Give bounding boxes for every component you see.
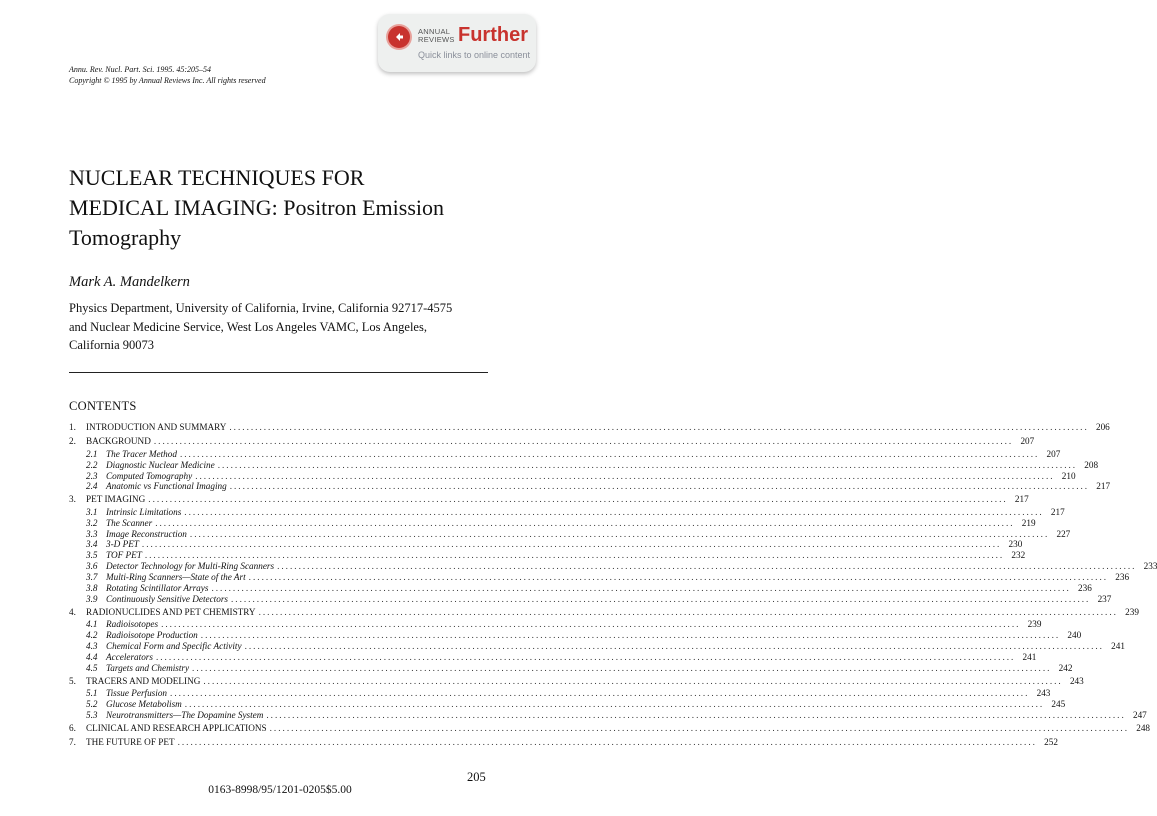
toc-number: 3. (69, 494, 76, 505)
toc-number: 3.8 (86, 582, 98, 593)
toc-title: Intrinsic Limitations (106, 506, 182, 517)
contents-heading: CONTENTS (69, 399, 137, 413)
toc-leader-dots: ........................................................................................................................................................................................................ (184, 698, 1045, 709)
toc-subsection-row[interactable] (69, 651, 1037, 663)
toc-subsection-row[interactable] (69, 687, 1051, 699)
toc-number: 3.1 (86, 506, 98, 517)
toc-title: 3-D PET (106, 539, 139, 550)
toc-number: 3.7 (86, 572, 98, 583)
toc-page-number: 239 (1125, 606, 1139, 617)
toc-number: 3.2 (86, 517, 98, 528)
toc-subsection-row[interactable] (69, 517, 1036, 529)
toc-section-row[interactable] (69, 492, 1029, 506)
toc-leader-dots: ........................................................................................................................................................................................................ (200, 630, 1061, 641)
author-name: Mark A. Mandelkern (69, 274, 190, 290)
toc-title: Tissue Perfusion (106, 687, 168, 698)
toc-leader-dots: ........................................................................................................................................................................................................ (141, 539, 1002, 550)
toc-title: Computed Tomography (106, 470, 193, 481)
toc-page-number: 206 (1095, 422, 1110, 432)
toc-number: 5.1 (86, 687, 98, 698)
article-title: NUCLEAR TECHNIQUES FOR MEDICAL IMAGING: Positron Emission Tomography (69, 165, 445, 250)
copyright-line: Copyright © 1995 by Annual Reviews Inc. All rights reserved (69, 75, 266, 85)
toc-number: 4.2 (86, 630, 98, 641)
badge-publisher-label: ANNUAL REVIEWS (418, 27, 455, 44)
toc-subsection-row[interactable] (69, 572, 1130, 583)
toc-leader-dots: ........................................................................................................................................................................................................ (155, 651, 1016, 662)
toc-subsection-row[interactable] (69, 448, 1061, 460)
toc-subsection-row[interactable] (69, 561, 1157, 572)
toc-number: 3.5 (86, 550, 98, 561)
price-code: 0163-8998/95/1201-0205$5.00 (208, 784, 352, 796)
toc-page-number: 245 (1051, 698, 1066, 709)
toc-subsection-row[interactable] (69, 619, 1042, 630)
badge-further-label: Further (458, 24, 528, 46)
toc-page-number: 241 (1111, 640, 1125, 651)
toc-title: Detector Technology for Multi-Ring Scanners (106, 561, 275, 572)
toc-title: Anatomic vs Functional Imaging (106, 481, 227, 492)
toc-leader-dots: ........................................................................................................................................................................................................ (192, 662, 1052, 673)
toc-leader-dots: ........................................................................................................................................................................................................ (203, 675, 1063, 686)
toc-page-number: 207 (1020, 436, 1035, 447)
toc-page-number: 236 (1115, 572, 1130, 583)
toc-leader-dots: ........................................................................................................................................................................................................ (177, 737, 1037, 748)
toc-number: 2.1 (86, 448, 98, 459)
toc-title: RADIONUCLIDES AND PET CHEMISTRY (86, 606, 256, 617)
toc-page-number: 217 (1096, 481, 1111, 492)
toc-page-number: 217 (1050, 506, 1065, 517)
toc-title: THE FUTURE OF PET (86, 737, 175, 748)
toc-title: Multi-Ring Scanners—State of the Art (106, 572, 246, 583)
toc-subsection-row[interactable] (69, 698, 1066, 710)
toc-leader-dots: ........................................................................................................................................................................................................ (161, 619, 1021, 630)
toc-subsection-row[interactable] (69, 470, 1076, 482)
toc-title: Diagnostic Nuclear Medicine (106, 459, 215, 470)
toc-leader-dots: ........................................................................................................................................................................................................ (258, 606, 1118, 617)
toc-subsection-row[interactable] (69, 640, 1125, 652)
toc-number: 2.4 (86, 481, 98, 492)
toc-number: 5.2 (86, 698, 98, 709)
toc-page-number: 240 (1067, 630, 1082, 641)
toc-leader-dots: ........................................................................................................................................................................................................ (144, 550, 1005, 561)
toc-section-row[interactable] (69, 605, 1139, 619)
toc-title: Rotating Scintillator Arrays (106, 582, 209, 593)
toc-subsection-row[interactable] (69, 630, 1082, 641)
toc-number: 3.4 (86, 539, 98, 550)
toc-leader-dots: ........................................................................................................................................................................................................ (155, 517, 1015, 528)
toc-title: Glucose Metabolism (106, 698, 182, 709)
toc-leader-dots: ........................................................................................................................................................................................................ (229, 481, 1090, 492)
section-divider (69, 372, 488, 373)
toc-page-number: 217 (1014, 494, 1029, 505)
table-of-contents (69, 420, 1157, 749)
toc-number: 4.5 (86, 662, 98, 673)
toc-subsection-row[interactable] (69, 550, 1026, 561)
toc-page-number: 227 (1056, 528, 1071, 539)
toc-number: 5.3 (86, 709, 98, 720)
toc-number: 3.9 (86, 593, 98, 604)
toc-number: 2.2 (86, 459, 98, 470)
toc-page-number: 243 (1069, 675, 1084, 686)
toc-number: 4. (69, 606, 76, 617)
toc-number: 4.4 (86, 651, 98, 662)
toc-title: The Tracer Method (106, 448, 177, 459)
toc-title: BACKGROUND (86, 436, 151, 447)
toc-subsection-row[interactable] (69, 539, 1023, 550)
toc-page-number: 208 (1084, 459, 1099, 470)
toc-leader-dots: ........................................................................................................................................................................................................ (170, 687, 1030, 698)
toc-leader-dots: ........................................................................................................................................................................................................ (266, 709, 1126, 720)
toc-subsection-row[interactable] (69, 582, 1092, 594)
toc-page-number: 239 (1027, 619, 1042, 630)
toc-title: Continuously Sensitive Detectors (106, 593, 228, 604)
toc-subsection-row[interactable] (69, 662, 1073, 674)
toc-leader-dots: ........................................................................................................................................................................................................ (195, 470, 1055, 481)
toc-section-row[interactable] (69, 434, 1035, 448)
toc-leader-dots: ........................................................................................................................................................................................................ (248, 572, 1109, 583)
toc-page-number: 230 (1008, 539, 1023, 550)
toc-page-number: 241 (1022, 651, 1037, 662)
toc-page-number: 237 (1097, 593, 1112, 604)
toc-page-number: 252 (1044, 737, 1058, 748)
toc-page-number: 219 (1021, 517, 1036, 528)
toc-page-number: 236 (1078, 582, 1092, 593)
toc-title: Radioisotope Production (106, 630, 198, 641)
toc-title: Neurotransmitters—The Dopamine System (106, 709, 264, 720)
toc-title: INTRODUCTION AND SUMMARY (86, 422, 227, 432)
toc-title: Accelerators (106, 651, 153, 662)
toc-number: 6. (69, 722, 76, 733)
page-number: 205 (467, 770, 486, 784)
toc-section-row[interactable] (69, 721, 1150, 735)
toc-leader-dots: ........................................................................................................................................................................................................ (184, 506, 1044, 517)
toc-title: The Scanner (106, 517, 153, 528)
toc-subsection-row[interactable] (69, 709, 1147, 721)
toc-number: 4.3 (86, 640, 98, 651)
toc-title: TOF PET (106, 550, 142, 561)
toc-leader-dots: ........................................................................................................................................................................................................ (148, 494, 1008, 505)
toc-leader-dots: ........................................................................................................................................................................................................ (269, 722, 1129, 733)
toc-page-number: 207 (1046, 448, 1061, 459)
journal-citation (69, 65, 266, 86)
toc-number: 2. (69, 436, 76, 447)
citation-line: Annu. Rev. Nucl. Part. Sci. 1995. 45:205–54 (69, 65, 212, 74)
toc-leader-dots: ........................................................................................................................................................................................................ (217, 459, 1078, 470)
annual-reviews-further-badge[interactable] (378, 14, 536, 72)
toc-leader-dots: ........................................................................................................................................................................................................ (179, 448, 1040, 459)
toc-number: 3.3 (86, 528, 98, 539)
annual-reviews-logo-icon (388, 26, 410, 48)
toc-number: 5. (69, 675, 76, 686)
toc-number: 4.1 (86, 619, 98, 630)
toc-title: CLINICAL AND RESEARCH APPLICATIONS (86, 722, 267, 733)
toc-leader-dots: ........................................................................................................................................................................................................ (189, 528, 1050, 539)
toc-title: PET IMAGING (86, 494, 146, 505)
toc-section-row[interactable] (69, 674, 1084, 688)
toc-section-row[interactable] (69, 735, 1058, 749)
toc-number: 7. (69, 737, 76, 748)
toc-number: 3.6 (86, 561, 98, 572)
toc-subsection-row[interactable] (69, 459, 1099, 471)
toc-page-number: 242 (1058, 662, 1073, 673)
toc-leader-dots: ........................................................................................................................................................................................................ (230, 593, 1091, 604)
toc-title: Targets and Chemistry (106, 662, 190, 673)
toc-page-number: 232 (1011, 550, 1026, 561)
toc-leader-dots: ........................................................................................................................................................................................................ (244, 640, 1104, 651)
toc-number: 1. (69, 422, 76, 432)
author-affiliation: Physics Department, University of California, Irvine, California 92717-4575 and Nuclear Medicine Service, West Los Angeles VAMC, Los Angeles, California 90073 (69, 301, 453, 352)
toc-subsection-row[interactable] (69, 481, 1111, 492)
toc-page-number: 210 (1061, 470, 1076, 481)
toc-leader-dots: ........................................................................................................................................................................................................ (277, 561, 1137, 572)
toc-section-row[interactable] (69, 420, 1110, 434)
toc-page-number: 248 (1136, 722, 1150, 733)
toc-subsection-row[interactable] (69, 528, 1071, 540)
toc-subsection-row[interactable] (69, 593, 1112, 605)
toc-title: Radioisotopes (106, 619, 159, 630)
toc-page-number: 247 (1132, 709, 1147, 720)
toc-leader-dots: ........................................................................................................................................................................................................ (211, 582, 1071, 593)
toc-subsection-row[interactable] (69, 506, 1065, 518)
badge-subtitle: Quick links to online content (418, 50, 531, 60)
toc-leader-dots: ........................................................................................................................................................................................................ (153, 436, 1014, 447)
toc-title: Chemical Form and Specific Activity (106, 640, 242, 651)
toc-title: TRACERS AND MODELING (86, 675, 201, 686)
toc-leader-dots: ........................................................................................................................................................................................................ (229, 422, 1089, 432)
toc-page-number: 233 (1143, 561, 1157, 572)
toc-number: 2.3 (86, 470, 98, 481)
toc-title: Image Reconstruction (106, 528, 187, 539)
toc-page-number: 243 (1036, 687, 1051, 698)
